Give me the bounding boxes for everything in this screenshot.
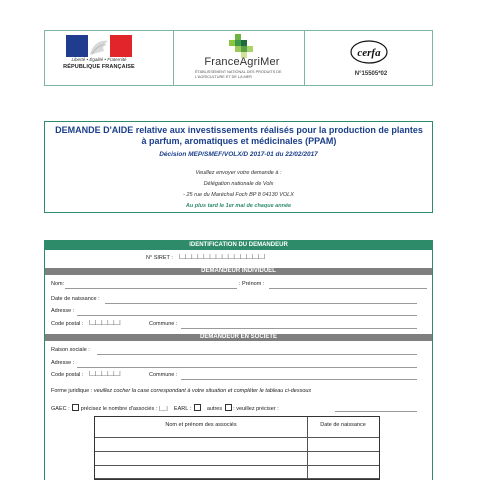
- table-header-birth: Date de naissance: [320, 422, 366, 428]
- company-address-field[interactable]: [77, 367, 417, 368]
- legal-form-line: [51, 388, 311, 394]
- company-commune-label: Commune :: [149, 372, 178, 378]
- decision-reference: Décision MEP/SMEF/VOLX/D 2017-01 du 22/02/2017: [159, 151, 318, 158]
- agency-subtitle: ÉTABLISSEMENT NATIONAL DES PRODUITS DE L'AGRICULTURE ET DE LA MER: [195, 70, 282, 79]
- document-title: DEMANDE D'AIDE relative aux investissements réalisés pour la production de plantes à parfum, aromatiques et médicinales (PPAM): [55, 125, 423, 146]
- deadline-text: Au plus tard le 1er mai de chaque année: [185, 203, 292, 209]
- postal-code-label: Code postal :: [51, 321, 84, 327]
- gaec-hint: précisez le nombre d'associés :: [80, 406, 158, 412]
- company-address-label: Adresse :: [51, 360, 75, 366]
- autres-label: autres: [206, 406, 223, 412]
- title-box: [44, 121, 433, 213]
- table-row[interactable]: [95, 465, 379, 466]
- agency-name: FranceAgriMer: [204, 56, 280, 68]
- cerfa-number: N°15505*02: [354, 71, 388, 77]
- table-column-divider: [307, 417, 308, 479]
- rf-name: RÉPUBLIQUE FRANÇAISE: [63, 64, 135, 70]
- franceagrimer-logo-icon: [229, 34, 253, 58]
- cerfa-logo-text: cerfa: [357, 47, 381, 59]
- prenom-label: : Prénom :: [239, 281, 265, 287]
- birth-date-label: Date de naissance :: [51, 296, 100, 302]
- identification-header: IDENTIFICATION DU DEMANDEUR: [45, 241, 432, 250]
- earl-checkbox[interactable]: [194, 404, 201, 411]
- company-postal-field[interactable]: |__|__|__|__|__|: [89, 371, 121, 377]
- commune-label: Commune :: [149, 321, 178, 327]
- prenom-field[interactable]: [269, 288, 427, 289]
- postal-code-field[interactable]: |__|__|__|__|__|: [89, 320, 121, 326]
- company-postal-label: Code postal :: [51, 372, 84, 378]
- company-header: DEMANDEUR EN SOCIÉTÉ: [45, 334, 432, 341]
- autres-checkbox[interactable]: [225, 404, 232, 411]
- gaec-checkbox[interactable]: [72, 404, 79, 411]
- commune-field[interactable]: [181, 328, 417, 329]
- header-divider: [304, 31, 305, 85]
- table-row[interactable]: [95, 437, 379, 438]
- siret-label: N° SIRET :: [146, 255, 173, 261]
- raison-sociale-label: Raison sociale :: [51, 347, 90, 353]
- send-to-text: Veuillez envoyer votre demande à :: [195, 170, 282, 176]
- earl-label: EARL :: [173, 406, 192, 412]
- header-logo-box: [44, 30, 433, 86]
- marianne-logo: [66, 35, 132, 57]
- rf-motto: Liberté • Égalité • Fraternité: [71, 57, 127, 62]
- table-row[interactable]: [95, 478, 379, 479]
- nom-label: Nom:: [51, 281, 65, 287]
- birth-date-field[interactable]: [105, 303, 417, 304]
- associates-table: [94, 416, 380, 480]
- header-divider: [173, 31, 174, 85]
- table-header-name: Nom et prénom des associés: [165, 422, 237, 428]
- raison-sociale-field[interactable]: [97, 354, 417, 355]
- autres-field[interactable]: [335, 411, 417, 412]
- delegation-text: Délégation nationale de Volx: [203, 181, 274, 187]
- nom-field[interactable]: [65, 288, 237, 289]
- legal-form-label: Forme juridique :: [51, 388, 93, 394]
- individual-header: DEMANDEUR INDIVIDUEL: [45, 268, 432, 275]
- delegation-address: - 25 rue du Maréchal Foch BP 8 04130 VOLX: [183, 192, 294, 198]
- siret-field[interactable]: |__|__|__|__|__|__|__|__|__|__|__|__|__|__|: [179, 254, 265, 260]
- address-label: Adresse :: [51, 308, 75, 314]
- gaec-row: [51, 404, 279, 412]
- gaec-label: GAEC :: [51, 406, 70, 412]
- autres-hint: : veuillez préciser :: [233, 406, 279, 412]
- table-row[interactable]: [95, 451, 379, 452]
- address-field[interactable]: [77, 315, 417, 316]
- gaec-count-field[interactable]: |__|: [158, 406, 168, 412]
- legal-form-hint: veuillez cocher la case correspondant à votre situation et compléter le tableau ci-dessous: [93, 388, 312, 394]
- cerfa-logo: [350, 40, 388, 64]
- company-commune-field[interactable]: [181, 379, 417, 380]
